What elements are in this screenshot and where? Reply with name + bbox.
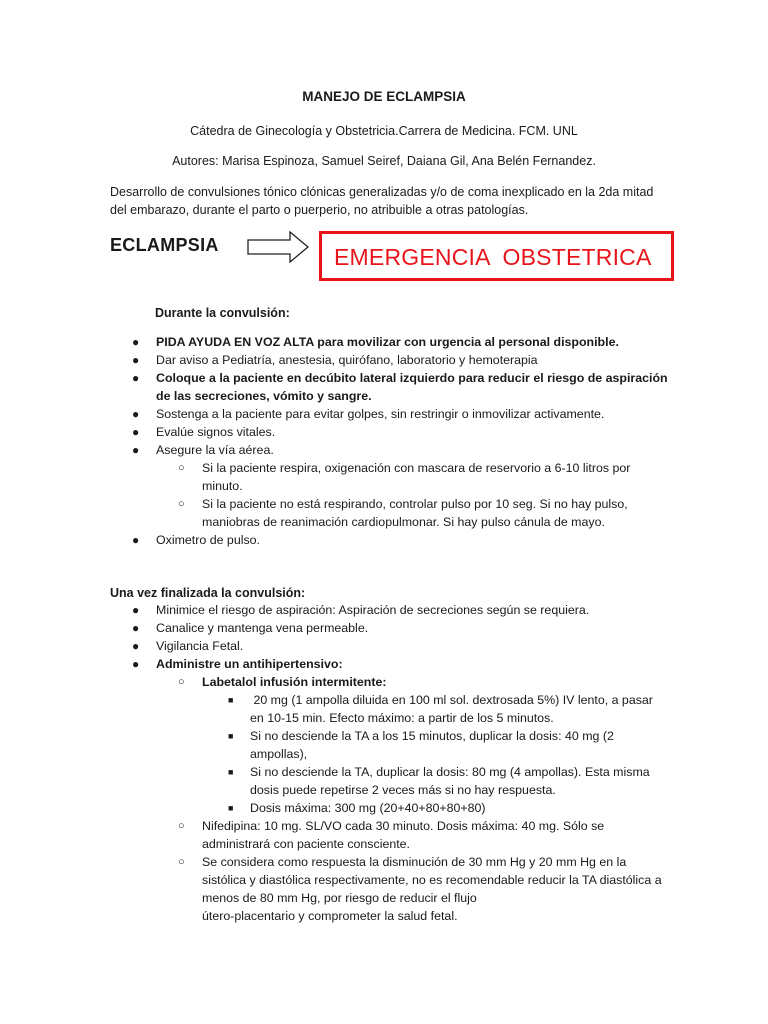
circle-bullet-icon: ○ — [178, 856, 185, 868]
sub-list-item-text: Si la paciente no está respirando, controlar pulso por 10 seg. Si no hay pulso, maniobras de reanimación cardiopulmonar. Si hay pulso cánula de mayo. — [202, 497, 628, 529]
labetalol-doses — [202, 691, 670, 817]
bullet-icon: ● — [132, 335, 140, 349]
bullet-icon: ● — [132, 407, 140, 421]
bullet-icon: ● — [132, 533, 140, 547]
bullet-icon: ● — [132, 621, 140, 635]
list-item — [110, 369, 670, 405]
square-bullet-icon: ■ — [228, 731, 234, 741]
dose-text: Dosis máxima: 300 mg (20+40+80+80+80) — [250, 801, 486, 815]
dose-item — [202, 691, 670, 727]
dose-text: 20 mg (1 ampolla diluida en 100 ml sol. dextrosada 5%) IV lento, a pasar en 10-15 min. Efecto máximo: a partir de los 5 minutos. — [250, 693, 657, 725]
list-item — [110, 601, 670, 619]
dose-text: Si no desciende la TA a los 15 minutos, duplicar la dosis: 40 mg (2 ampollas), — [250, 729, 614, 761]
square-bullet-icon: ■ — [228, 695, 234, 705]
list-item — [110, 405, 670, 423]
after-heading: Una vez finalizada la convulsión: — [110, 586, 306, 600]
dose-item — [202, 799, 670, 817]
airway-sublist — [156, 459, 670, 531]
square-bullet-icon: ■ — [228, 767, 234, 777]
right-arrow-icon — [246, 230, 310, 264]
list-item-text: Dar aviso a Pediatría, anestesia, quirófano, laboratorio y hemoterapia — [156, 353, 538, 367]
bullet-icon: ● — [132, 425, 140, 439]
labetalol-label: Labetalol infusión intermitente: — [202, 675, 387, 689]
sub-list-item — [156, 673, 670, 817]
sub-list-item — [156, 853, 670, 925]
bullet-icon: ● — [132, 603, 140, 617]
list-item — [110, 531, 670, 549]
list-item-text: Vigilancia Fetal. — [156, 639, 244, 653]
dose-text: Si no desciende la TA, duplicar la dosis: 80 mg (4 ampollas). Esta misma dosis puede repetirse 2 veces más si no hay respuesta. — [250, 765, 650, 797]
sub-list-item — [156, 459, 670, 495]
nifedipina-text: Nifedipina: 10 mg. SL/VO cada 30 minuto. Dosis máxima: 40 mg. Sólo se administrará con paciente consciente. — [202, 819, 605, 851]
circle-bullet-icon: ○ — [178, 676, 185, 688]
list-item — [110, 333, 670, 351]
after-list — [110, 601, 670, 925]
list-item-text: Minimice el riesgo de aspiración: Aspiración de secreciones según se requiera. — [156, 603, 590, 617]
list-item — [110, 619, 670, 637]
list-item — [110, 351, 670, 369]
bullet-icon: ● — [132, 443, 140, 457]
bullet-icon: ● — [132, 639, 140, 653]
square-bullet-icon: ■ — [228, 803, 234, 813]
sub-list-item-text: Si la paciente respira, oxigenación con mascara de reservorio a 6-10 litros por minuto. — [202, 461, 631, 493]
circle-bullet-icon: ○ — [178, 462, 185, 474]
list-item-text: Evalúe signos vitales. — [156, 425, 276, 439]
bullet-icon: ● — [132, 353, 140, 367]
emergency-label: EMERGENCIA OBSTETRICA — [334, 244, 652, 270]
list-item-text: Sostenga a la paciente para evitar golpes, sin restringir o inmovilizar activamente. — [156, 407, 605, 421]
circle-bullet-icon: ○ — [178, 820, 185, 832]
list-item-text: Canalice y mantenga vena permeable. — [156, 621, 369, 635]
list-item — [110, 441, 670, 531]
dose-item — [202, 763, 670, 799]
subtitle: Cátedra de Ginecología y Obstetricia.Carrera de Medicina. FCM. UNL — [190, 124, 578, 138]
list-item — [110, 423, 670, 441]
eclampsia-label: ECLAMPSIA — [110, 235, 219, 255]
list-item-text: Oximetro de pulso. — [156, 533, 260, 547]
during-heading: Durante la convulsión: — [155, 306, 290, 320]
authors: Autores: Marisa Espinoza, Samuel Seiref, Daiana Gil, Ana Belén Fernandez. — [172, 154, 596, 168]
list-item — [110, 637, 670, 655]
list-item-text: PIDA AYUDA EN VOZ ALTA para movilizar con urgencia al personal disponible. — [156, 335, 619, 349]
definition-paragraph: Desarrollo de convulsiones tónico clónicas generalizadas y/o de coma inexplicado en la 2da mitad del embarazo, durante el parto o puerperio, no atribuible a otras patologías. — [110, 185, 654, 217]
antihypertensive-sublist — [156, 673, 670, 925]
bullet-icon: ● — [132, 657, 140, 671]
sub-list-item — [156, 817, 670, 853]
response-text-continued: útero-placentario y comprometer la salud fetal. — [202, 909, 458, 923]
list-item-text: Asegure la vía aérea. — [156, 443, 274, 457]
response-text: Se considera como respuesta la disminución de 30 mm Hg y 20 mm Hg en la sistólica y diastólica respectivamente, no es recomendable reducir la TA diastólica a menos de 80 mm Hg, por riesgo de reducir el flujo — [202, 855, 662, 905]
list-item-text: Coloque a la paciente en decúbito lateral izquierdo para reducir el riesgo de aspiración de las secreciones, vómito y sangre. — [156, 371, 668, 403]
page-title: MANEJO DE ECLAMPSIA — [302, 89, 466, 104]
during-list — [110, 333, 670, 549]
bullet-icon: ● — [132, 371, 140, 385]
emergency-box — [319, 231, 674, 281]
dose-item — [202, 727, 670, 763]
list-item-text: Administre un antihipertensivo: — [156, 657, 343, 671]
sub-list-item — [156, 495, 670, 531]
circle-bullet-icon: ○ — [178, 498, 185, 510]
list-item — [110, 655, 670, 925]
